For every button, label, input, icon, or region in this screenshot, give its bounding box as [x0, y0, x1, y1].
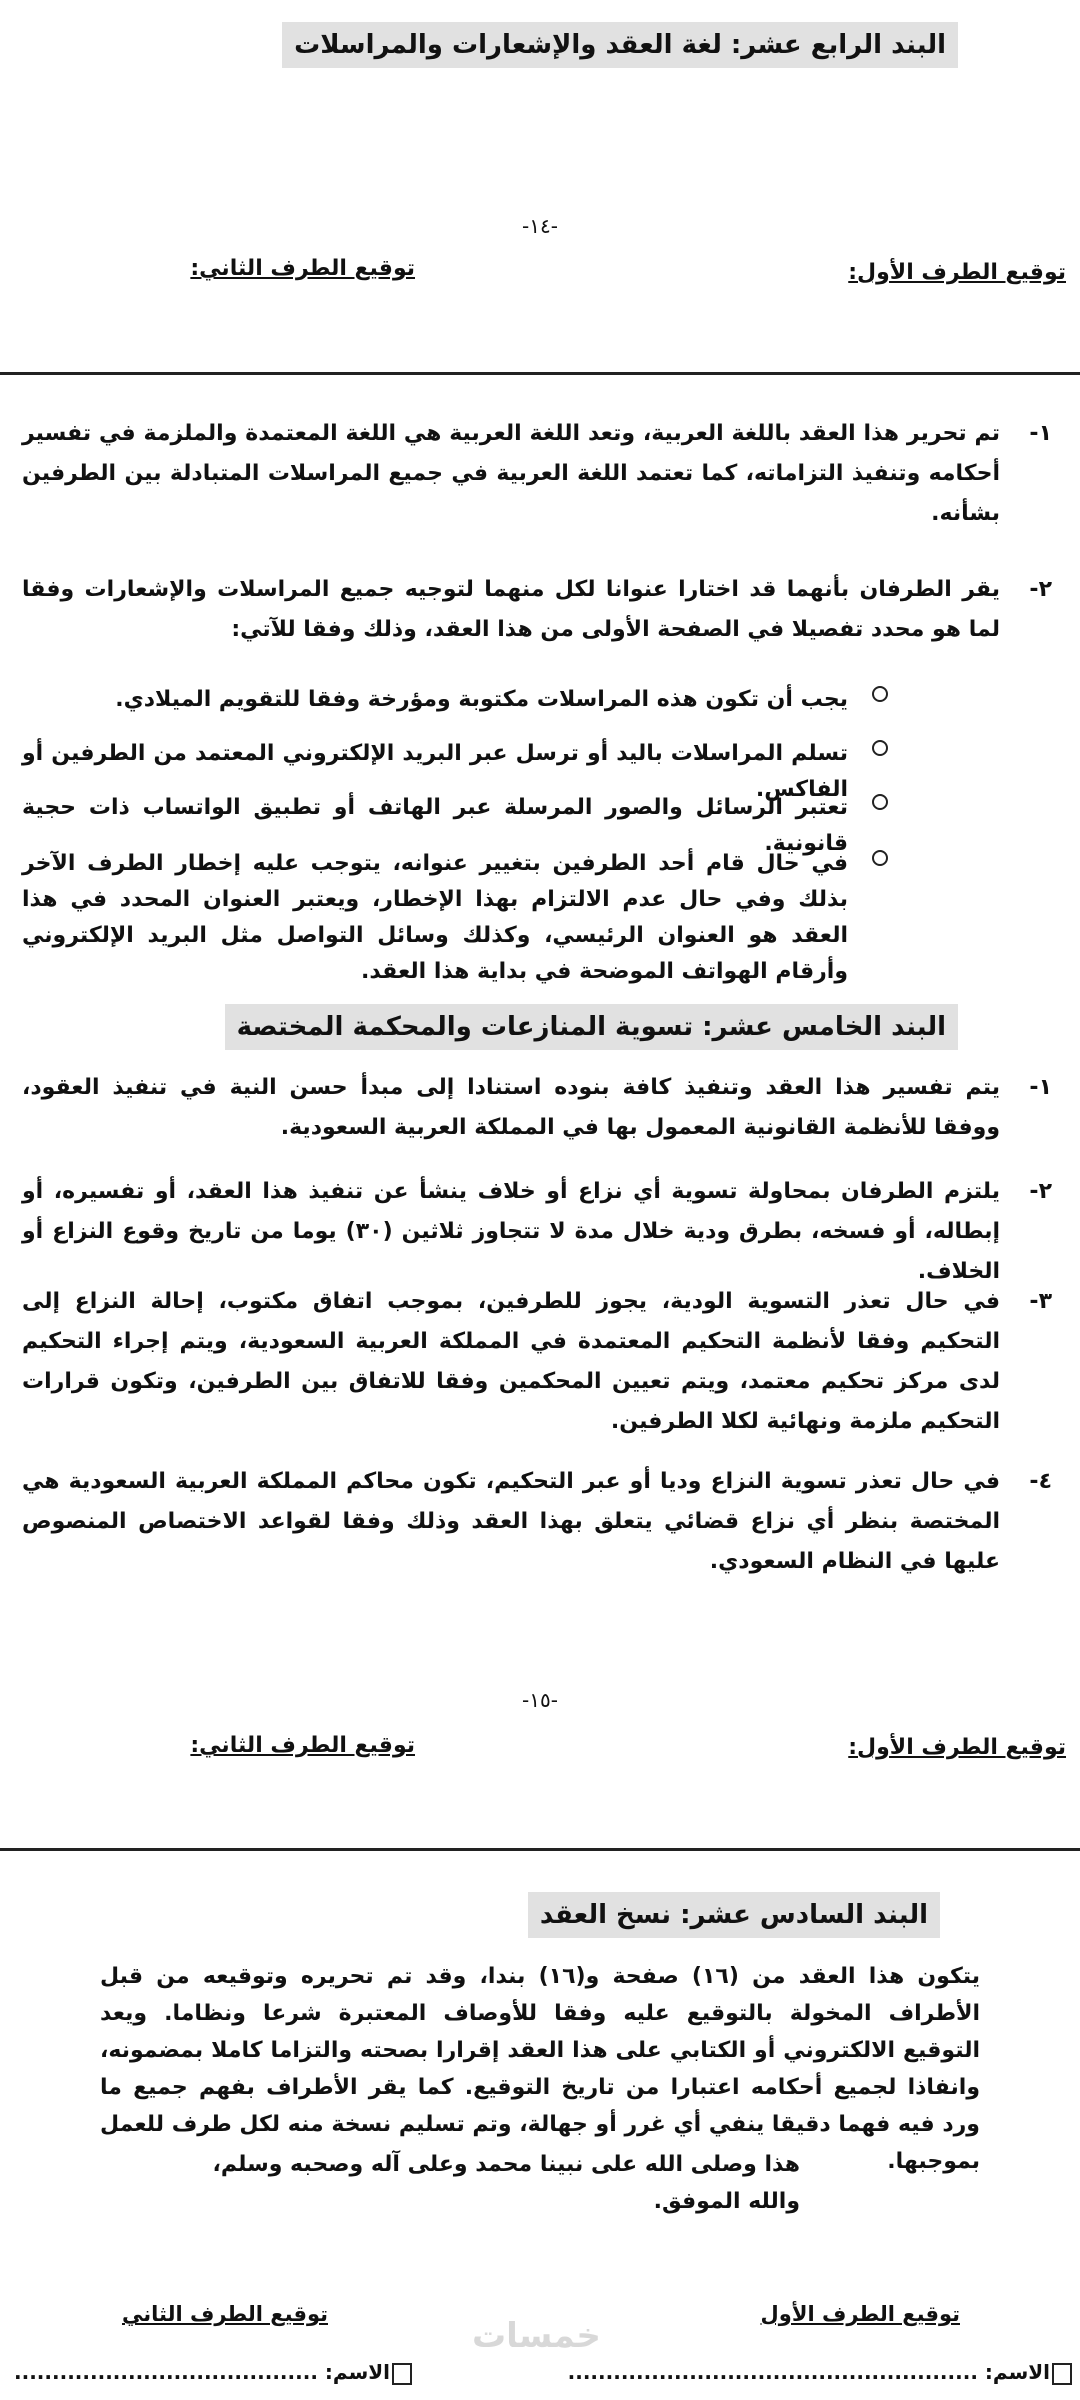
signature-second-party-label: توقيع الطرف الثاني: — [190, 256, 415, 281]
final-signature-first-party: توقيع الطرف الأول — [760, 2302, 960, 2326]
paragraph-text: يتم تفسير هذا العقد وتنفيذ كافة بنوده استنادا إلى مبدأ حسن النية في تنفيذ العقود، ووفقا للأنظمة القانونية المعمول بها في المملكة العربية السعودية. — [22, 1075, 1000, 1140]
bullet-circle-icon — [872, 850, 888, 866]
page-divider — [0, 1848, 1080, 1851]
clause16-body: يتكون هذا العقد من (١٦) صفحة و(١٦) بندا، وقد تم تحريره وتوقيعه من قبل الأطراف المخولة بالتوقيع عليه وفقا للأوصاف المعتبرة شرعا ونظاما. ويعد التوقيع الالكتروني أو الكتابي على هذا العقد إقرارا بصحته والتزاما كاملا بمضمونه، وانفاذا لجميع أحكامه اعتبارا من تاريخ التوقيع. كما يقر الأطراف بفهم جميع ما ورد فيه فهما دقيقا ينفي أي غرر أو جهالة، وتم تسليم نسخة منه لكل طرف للعمل بموجبها. — [100, 1964, 980, 2174]
paragraph-number: ٢- — [1029, 577, 1052, 602]
paragraph-text: يلتزم الطرفان بمحاولة تسوية أي نزاع أو خلاف ينشأ عن تنفيذ هذا العقد، أو تفسيره، أو إبطاله، أو فسخه، بطرق ودية خلال مدة لا تتجاوز ثلاثين (٣٠) يوما من تاريخ وقوع النزاع أو الخلاف. — [22, 1179, 1001, 1284]
checkbox-icon[interactable] — [392, 2363, 412, 2385]
paragraph-number: ١- — [1029, 421, 1052, 446]
second-party-name-line: الاسم: ........................................ — [14, 2360, 412, 2385]
paragraph-text: يقر الطرفان بأنهما قد اختارا عنوانا لكل منهما لتوجيه جميع المراسلات والإشعارات وفقا لما هو محدد تفصيلا في الصفحة الأولى من هذا العقد، وذلك وفقا للآتي: — [22, 577, 1000, 642]
page-number-14: -١٤- — [522, 214, 558, 238]
bullet-item: في حال قام أحد الطرفين بتغيير عنوانه، يتوجب عليه إخطار الطرف الآخر بذلك وفي حال عدم الالتزام بهذا الإخطار، ويعتبر العنوان المحدد في هذا العقد هو العنوان الرئيسي، وكذلك وسائل التواصل مثل البريد الإلكتروني وأرقام الهواتف الموضحة في بداية هذا العقد. — [22, 846, 848, 990]
page-number-15: -١٥- — [522, 1688, 558, 1712]
page-divider — [0, 372, 1080, 375]
clause15-paragraph-2 — [22, 1172, 1052, 1292]
bullet-item: تسلم المراسلات باليد أو ترسل عبر البريد الإلكتروني المعتمد من الطرفين أو الفاكس. — [22, 736, 848, 808]
clause14-heading: البند الرابع عشر: لغة العقد والإشعارات والمراسلات — [282, 22, 958, 68]
watermark-logo: خمسات — [472, 2316, 601, 2356]
signature-first-party-label: توقيع الطرف الأول: — [848, 260, 1066, 285]
signature-first-party-label: توقيع الطرف الأول: — [848, 1735, 1066, 1760]
paragraph-number: ٤- — [1029, 1469, 1052, 1494]
checkbox-icon[interactable] — [1052, 2363, 1072, 2385]
paragraph-text: تم تحرير هذا العقد باللغة العربية، وتعد اللغة العربية هي اللغة المعتمدة والملزمة في تفسير أحكامه وتنفيذ التزاماته، كما تعتمد اللغة العربية في جميع المراسلات المتبادلة بين الطرفين بشأنه. — [22, 421, 1000, 526]
signature-second-party-label: توقيع الطرف الثاني: — [190, 1733, 415, 1758]
bullet-circle-icon — [872, 686, 888, 702]
paragraph-number: ١- — [1029, 1075, 1052, 1100]
paragraph-number: ٣- — [1029, 1289, 1052, 1314]
first-party-name-line: الاسم: ...................................................... — [568, 2360, 1072, 2385]
clause15-paragraph-4 — [22, 1462, 1052, 1582]
clause15-paragraph-1 — [22, 1068, 1052, 1148]
paragraph-text: في حال تعذر تسوية النزاع وديا أو عبر التحكيم، تكون محاكم المملكة العربية السعودية هي المختصة بنظر أي نزاع قضائي يتعلق بهذا العقد وذلك وفقا لقواعد الاختصاص المنصوص عليها في النظام السعودي. — [22, 1469, 1000, 1574]
bullet-circle-icon — [872, 794, 888, 810]
paragraph-number: ٢- — [1029, 1179, 1052, 1204]
clause15-paragraph-3 — [22, 1282, 1052, 1442]
bullet-circle-icon — [872, 740, 888, 756]
bullet-item: يجب أن تكون هذه المراسلات مكتوبة ومؤرخة وفقا للتقويم الميلادي. — [22, 682, 848, 718]
clause16-heading: البند السادس عشر: نسخ العقد — [528, 1892, 940, 1938]
clause14-paragraph-2 — [22, 570, 1052, 650]
final-signature-second-party: توقيع الطرف الثاني — [121, 2302, 328, 2326]
clause14-paragraph-1 — [22, 414, 1052, 534]
closing-statement: هذا وصلى الله على نبينا محمد وعلى آله وصحبه وسلم، والله الموفق. — [212, 2152, 800, 2214]
paragraph-text: في حال تعذر التسوية الودية، يجوز للطرفين، بموجب اتفاق مكتوب، إحالة النزاع إلى التحكيم وفقا لأنظمة التحكيم المعتمدة في المملكة العربية السعودية، ويتم إجراء التحكيم لدى مركز تحكيم معتمد، ويتم تعيين المحكمين وفقا للاتفاق بين الطرفين، وتكون قرارات التحكيم ملزمة ونهائية لكلا الطرفين. — [22, 1289, 1000, 1434]
bullet-item: تعتبر الرسائل والصور المرسلة عبر الهاتف أو تطبيق الواتساب ذات حجية قانونية. — [22, 790, 848, 862]
clause15-heading: البند الخامس عشر: تسوية المنازعات والمحكمة المختصة — [225, 1004, 958, 1050]
